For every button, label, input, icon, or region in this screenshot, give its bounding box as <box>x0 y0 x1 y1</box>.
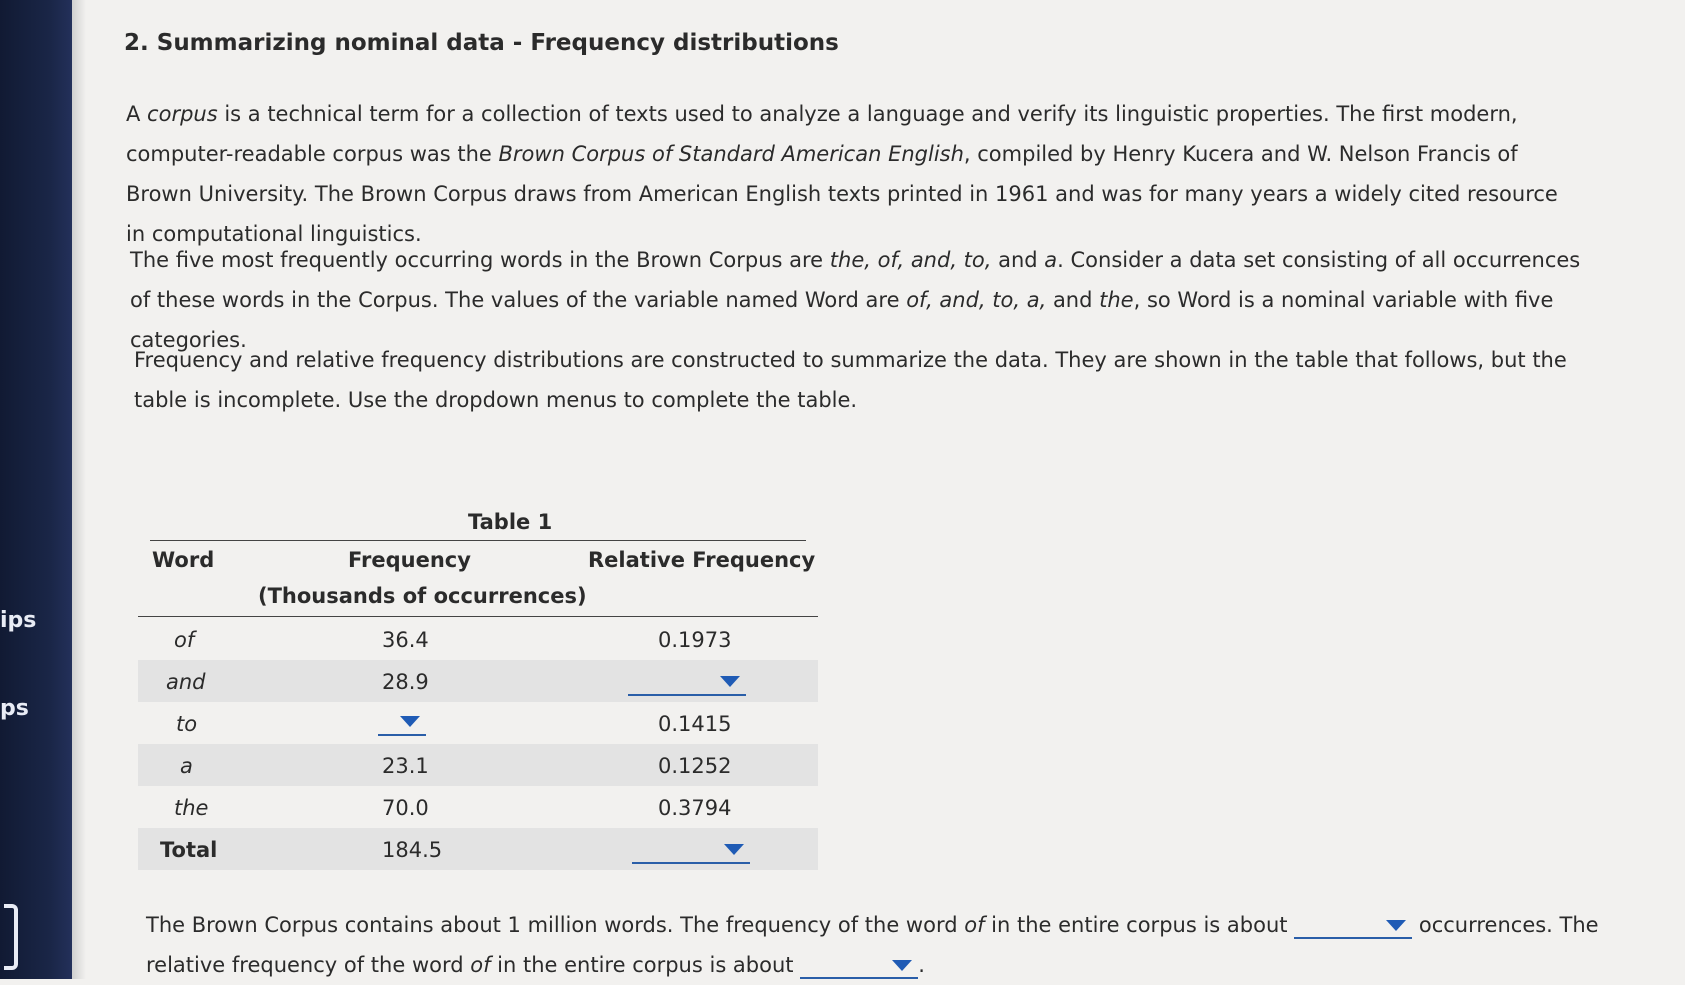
header-word: Word <box>152 548 215 572</box>
cell-word: and <box>166 670 206 694</box>
question-title: 2. Summarizing nominal data - Frequency distributions <box>124 30 839 56</box>
table-row <box>138 660 818 702</box>
cell-word: the <box>174 796 209 820</box>
table-row <box>138 744 818 786</box>
paragraph-instructions: Frequency and relative frequency distributions are constructed to summarize the data. They are shown in the table that follows, but the table is incomplete. Use the dropdown menus to complete the table. <box>134 348 1567 412</box>
table-row <box>138 702 818 744</box>
cell-total-frequency: 184.5 <box>382 838 443 862</box>
bottom-question: The Brown Corpus contains about 1 million words. The frequency of the word of in the entire corpus is about occurrences. The relative frequency of the word of in the entire corpus is about . <box>146 913 1599 977</box>
table-row <box>138 618 818 660</box>
paragraph-corpus-intro: A corpus is a technical term for a collection of texts used to analyze a language and verify its linguistic properties. The first modern, computer-readable corpus was the Brown Corpus of Standard American English, compiled by Henry Kucera and W. Nelson Francis of Brown University. The Brown Corpus draws from American English texts printed in 1961 and was for many years a widely cited resource in computational linguistics. <box>126 102 1558 246</box>
table-header-rule <box>138 616 818 617</box>
cell-relative: 0.3794 <box>658 796 732 820</box>
sidebar <box>0 0 72 979</box>
header-relative-frequency: Relative Frequency <box>588 548 816 572</box>
chevron-down-icon <box>724 844 744 855</box>
cell-frequency: 28.9 <box>382 670 429 694</box>
sidebar-bracket-icon <box>4 904 18 970</box>
question-content <box>118 0 1618 979</box>
relative-frequency-of-word-of-dropdown[interactable] <box>800 953 918 979</box>
cell-relative: 0.1973 <box>658 628 732 652</box>
table-row <box>138 786 818 828</box>
paragraph-five-words: The five most frequently occurring words in the Brown Corpus are the, of, and, to, and a. Consider a data set consisting of all occurrences of these words in the Corpus. The values of the variable named Word are of, and, to, a, and the, so Word is a nominal variable with five categories. <box>130 248 1581 352</box>
table-top-rule <box>150 540 806 541</box>
sidebar-item-tips[interactable]: ips <box>0 608 37 633</box>
cell-relative: 0.1252 <box>658 754 732 778</box>
cell-total-label: Total <box>160 838 218 862</box>
chevron-down-icon <box>892 960 912 971</box>
cell-word: to <box>176 712 198 736</box>
cell-frequency: 23.1 <box>382 754 429 778</box>
panel-divider <box>72 0 86 979</box>
cell-word: a <box>180 754 193 778</box>
relative-frequency-dropdown-and[interactable] <box>628 668 746 696</box>
chevron-down-icon <box>720 676 740 687</box>
chevron-down-icon <box>1386 920 1406 931</box>
header-frequency-sub: (Thousands of occurrences) <box>258 584 587 608</box>
table-caption: Table 1 <box>468 510 553 534</box>
table-row-total <box>138 828 818 870</box>
chevron-down-icon <box>400 716 420 727</box>
cell-frequency: 70.0 <box>382 796 429 820</box>
cell-word: of <box>174 628 195 652</box>
sidebar-item-steps[interactable]: ps <box>0 696 29 721</box>
cell-relative: 0.1415 <box>658 712 732 736</box>
frequency-dropdown-to[interactable] <box>378 708 426 736</box>
frequency-of-word-of-dropdown[interactable] <box>1294 913 1412 939</box>
relative-frequency-dropdown-total[interactable] <box>632 836 750 864</box>
header-frequency: Frequency <box>348 548 471 572</box>
cell-frequency: 36.4 <box>382 628 429 652</box>
